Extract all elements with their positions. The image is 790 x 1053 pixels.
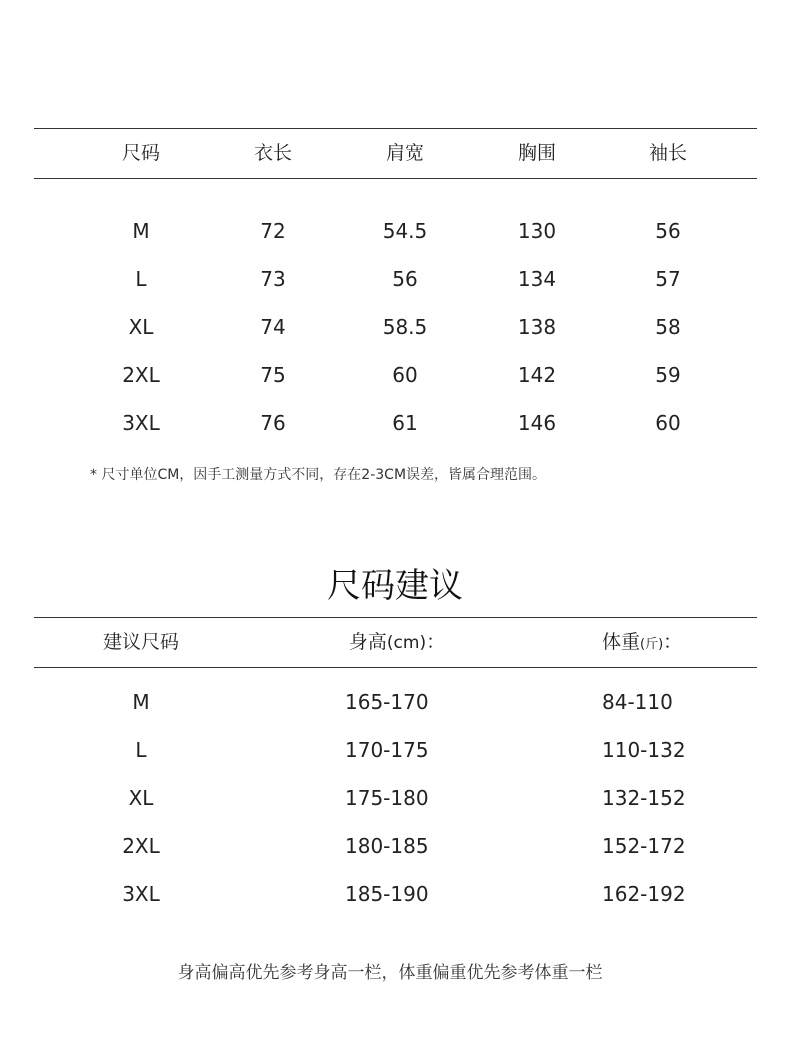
header-weight-label: 体重 bbox=[602, 631, 641, 653]
cell-length: 75 bbox=[260, 363, 286, 387]
cell-shoulder: 60 bbox=[392, 363, 418, 387]
cell-length: 76 bbox=[260, 411, 286, 435]
header-height-colon: ： bbox=[426, 631, 446, 653]
table-row bbox=[0, 687, 790, 717]
table-row bbox=[0, 735, 790, 765]
header-sleeve: 袖长 bbox=[648, 142, 688, 164]
cell-chest: 130 bbox=[517, 219, 557, 243]
cell-size: 2XL bbox=[122, 834, 160, 858]
header-chest: 胸围 bbox=[517, 142, 557, 164]
cell-size: XL bbox=[128, 786, 154, 810]
section-title: 尺码建议 bbox=[327, 566, 463, 606]
cell-chest: 146 bbox=[517, 411, 557, 435]
cell-size: 3XL bbox=[122, 882, 160, 906]
table-row bbox=[0, 783, 790, 813]
cell-length: 74 bbox=[260, 315, 286, 339]
table-top-rule bbox=[34, 128, 757, 129]
cell-sleeve: 56 bbox=[655, 219, 681, 243]
recommend-top-rule bbox=[34, 617, 757, 618]
table-row bbox=[0, 831, 790, 861]
table-row bbox=[0, 216, 790, 246]
cell-chest: 134 bbox=[517, 267, 557, 291]
header-weight-colon: ： bbox=[663, 631, 683, 653]
cell-shoulder: 56 bbox=[392, 267, 418, 291]
table-row bbox=[0, 408, 790, 438]
cell-size: M bbox=[132, 219, 150, 243]
cell-sleeve: 60 bbox=[655, 411, 681, 435]
cell-length: 72 bbox=[260, 219, 286, 243]
header-size: 尺码 bbox=[121, 142, 161, 164]
header-height-unit: (cm) bbox=[386, 633, 427, 653]
cell-sleeve: 58 bbox=[655, 315, 681, 339]
header-weight-unit: (斤) bbox=[640, 637, 664, 652]
header-length: 衣长 bbox=[253, 142, 293, 164]
cell-height: 185-190 bbox=[345, 882, 429, 906]
cell-height: 170-175 bbox=[345, 738, 429, 762]
header-height-label: 身高 bbox=[348, 631, 387, 653]
header-recommended-size: 建议尺码 bbox=[102, 631, 180, 653]
cell-height: 175-180 bbox=[345, 786, 429, 810]
cell-height: 180-185 bbox=[345, 834, 429, 858]
measurement-header-row bbox=[0, 138, 790, 168]
measurement-note: * 尺寸单位CM，因手工测量方式不同，存在2-3CM误差，皆属合理范围。 bbox=[90, 467, 547, 483]
cell-weight: 162-192 bbox=[602, 882, 686, 906]
cell-weight: 152-172 bbox=[602, 834, 686, 858]
recommend-header-row bbox=[0, 627, 790, 657]
cell-size: L bbox=[135, 738, 147, 762]
cell-length: 73 bbox=[260, 267, 286, 291]
header-weight bbox=[602, 627, 682, 657]
recommend-header-rule bbox=[34, 667, 757, 668]
cell-shoulder: 54.5 bbox=[382, 219, 428, 243]
cell-weight: 84-110 bbox=[602, 690, 673, 714]
cell-size: XL bbox=[128, 315, 154, 339]
cell-weight: 132-152 bbox=[602, 786, 686, 810]
cell-shoulder: 58.5 bbox=[382, 315, 428, 339]
cell-chest: 142 bbox=[517, 363, 557, 387]
table-row bbox=[0, 264, 790, 294]
table-row bbox=[0, 360, 790, 390]
cell-chest: 138 bbox=[517, 315, 557, 339]
cell-height: 165-170 bbox=[345, 690, 429, 714]
table-header-rule bbox=[34, 178, 757, 179]
cell-size: M bbox=[132, 690, 150, 714]
table-row bbox=[0, 879, 790, 909]
cell-sleeve: 59 bbox=[655, 363, 681, 387]
cell-size: 2XL bbox=[122, 363, 160, 387]
header-shoulder: 肩宽 bbox=[385, 142, 425, 164]
cell-weight: 110-132 bbox=[602, 738, 686, 762]
cell-size: L bbox=[135, 267, 147, 291]
header-height bbox=[349, 627, 445, 657]
cell-shoulder: 61 bbox=[392, 411, 418, 435]
cell-sleeve: 57 bbox=[655, 267, 681, 291]
table-row bbox=[0, 312, 790, 342]
footer-note: 身高偏高优先参考身高一栏，体重偏重优先参考体重一栏 bbox=[177, 963, 603, 983]
cell-size: 3XL bbox=[122, 411, 160, 435]
